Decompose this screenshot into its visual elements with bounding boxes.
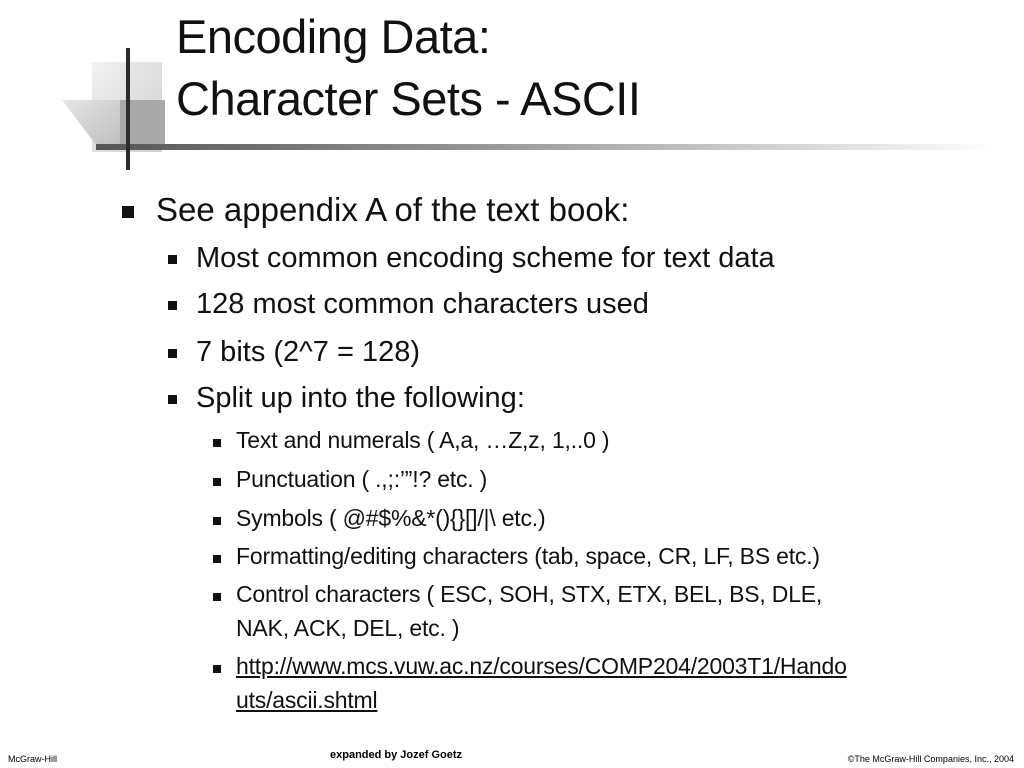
bullet-encoding-scheme [168,240,775,276]
bullet-7-bits [168,334,420,370]
bullet-text-line2: NAK, ACK, DEL, etc. ) [236,615,460,641]
bullet-marker [213,439,221,447]
ascii-link-line1[interactable]: http://www.mcs.vuw.ac.nz/courses/COMP204/2003T1/Hando [236,653,847,679]
slide-title-line2: Character Sets - ASCII [176,72,641,125]
bullet-text: 7 bits (2^7 = 128) [196,336,420,368]
bullet-formatting [213,539,820,573]
deco-horizontal-rule [96,144,996,150]
bullet-symbols [213,501,545,535]
slide-title [176,6,640,130]
ascii-link-line2[interactable]: uts/ascii.shtml [236,687,378,713]
bullet-marker [168,255,177,264]
bullet-marker [213,478,221,486]
bullet-marker [168,301,177,310]
bullet-control-characters [213,577,822,645]
bullet-marker [213,593,221,601]
bullet-marker [213,555,221,563]
bullet-text: Split up into the following: [196,382,525,414]
bullet-marker [122,206,134,218]
bullet-text: 128 most common characters used [196,288,649,320]
bullet-see-appendix [122,190,629,230]
footer-author: expanded by Jozef Goetz [330,749,463,761]
bullet-ascii-link [213,649,847,717]
bullet-text: Symbols ( @#$%&*(){}[]/|\ etc.) [236,505,546,531]
slide-title-line1: Encoding Data: [176,10,491,63]
bullet-text: Formatting/editing characters (tab, space, CR, LF, BS etc.) [236,543,820,569]
footer-copyright: ©The McGraw-Hill Companies, Inc., 2004 [847,754,1014,764]
bullet-text: Text and numerals ( A,a, …Z,z, 1,..0 ) [236,427,610,453]
deco-square-front [62,100,120,150]
bullet-marker [168,349,177,358]
bullet-marker [213,517,221,525]
bullet-text: See appendix A of the text book: [156,191,630,228]
bullet-punctuation [213,462,487,496]
bullet-split-up [168,380,525,416]
footer-publisher: McGraw-Hill [8,754,57,764]
bullet-text: Most common encoding scheme for text data [196,242,775,274]
deco-vertical-rule [126,48,130,170]
bullet-text: Punctuation ( .,;:’”!? etc. ) [236,466,488,492]
bullet-marker [168,395,177,404]
bullet-text-line1: Control characters ( ESC, SOH, STX, ETX, BEL, BS, DLE, [236,581,823,607]
bullet-128-characters [168,286,649,322]
bullet-marker [213,665,221,673]
bullet-text-numerals [213,423,609,457]
